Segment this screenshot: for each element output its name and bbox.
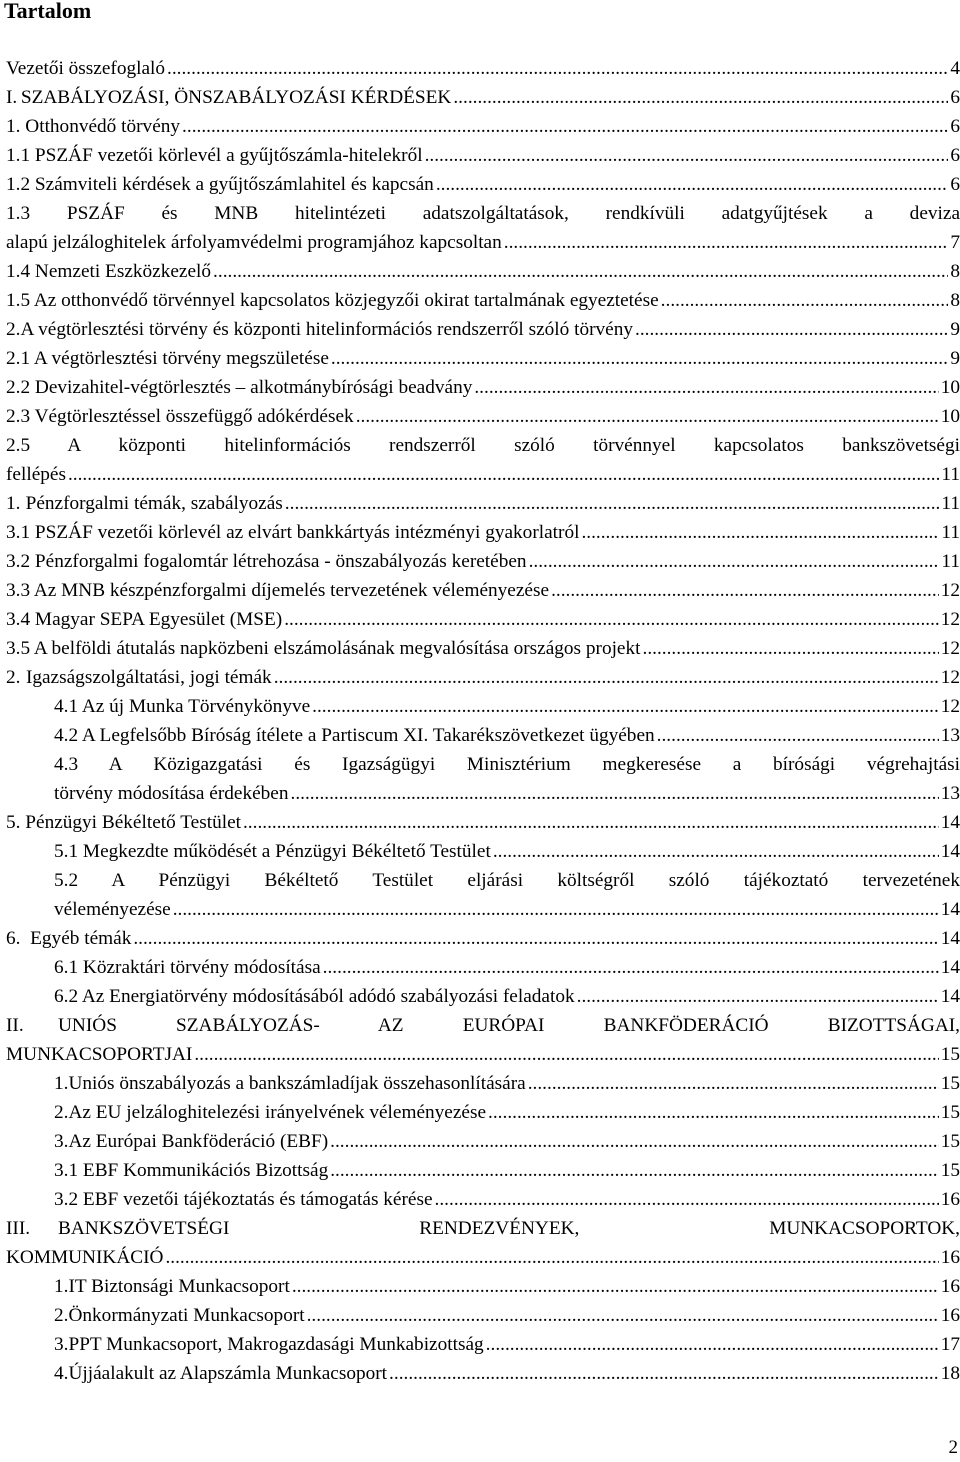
toc-leader-dots xyxy=(389,1359,939,1388)
toc-entry-number: 4. xyxy=(54,1363,69,1384)
toc-entry-page: 12 xyxy=(940,609,960,630)
toc-leader-dots xyxy=(330,1156,939,1185)
toc-entry[interactable] xyxy=(6,518,960,547)
toc-entry-title-continued: fellépés xyxy=(6,464,66,485)
toc-leader-dots xyxy=(307,1301,939,1330)
toc-leader-dots xyxy=(292,1272,939,1301)
toc-entry-title: UNIÓS SZABÁLYOZÁS- AZ EURÓPAI BANKFÖDERÁCIÓ BIZOTTSÁGAI, xyxy=(58,1015,960,1036)
toc-leader-dots xyxy=(493,837,939,866)
toc-entry-number: 3. xyxy=(54,1334,69,1355)
toc-entry[interactable] xyxy=(6,953,960,982)
toc-entry[interactable] xyxy=(6,431,960,489)
toc-leader-dots xyxy=(435,1185,939,1214)
toc-entry-page: 9 xyxy=(950,319,960,340)
toc-entry-number: 1. xyxy=(54,1073,69,1094)
toc-entry[interactable] xyxy=(6,170,960,199)
toc-entry[interactable] xyxy=(6,837,960,866)
toc-entry[interactable] xyxy=(6,344,960,373)
toc-leader-dots xyxy=(284,605,939,634)
toc-leader-dots xyxy=(436,170,949,199)
toc-entry-title: 3.1 EBF Kommunikációs Bizottság xyxy=(54,1160,329,1181)
toc-entry-title-line1 xyxy=(6,199,960,228)
toc-entry-number: 2. xyxy=(6,319,21,340)
toc-entry-title: 5.1 Megkezdte működését a Pénzügyi Békéltető Testület xyxy=(54,841,491,862)
toc-entry[interactable] xyxy=(6,489,960,518)
toc-entry[interactable] xyxy=(6,721,960,750)
toc-leader-dots xyxy=(486,1330,939,1359)
toc-entry-page: 15 xyxy=(940,1044,960,1065)
toc-entry[interactable] xyxy=(6,808,960,837)
toc-entry-title: 2.3 Végtörlesztéssel összefüggő adókérdések xyxy=(6,406,354,427)
toc-entry-page: 11 xyxy=(941,464,960,485)
toc-leader-dots xyxy=(194,1040,938,1069)
toc-entry[interactable] xyxy=(6,141,960,170)
toc-leader-dots xyxy=(581,518,939,547)
toc-entry[interactable] xyxy=(6,402,960,431)
toc-entry-title: BANKSZÖVETSÉGI RENDEZVÉNYEK, MUNKACSOPORTOK, xyxy=(58,1218,960,1239)
toc-entry-page: 10 xyxy=(940,377,960,398)
toc-leader-dots xyxy=(167,54,948,83)
toc-leader-dots xyxy=(635,315,948,344)
toc-entry-title: Az Európai Bankföderáció (EBF) xyxy=(68,1131,329,1152)
toc-entry-page: 13 xyxy=(940,783,960,804)
toc-entry-title-line2 xyxy=(54,895,960,924)
toc-entry-title-line1 xyxy=(6,1214,960,1243)
toc-entry-page: 14 xyxy=(940,841,960,862)
toc-entry-title: 6.1 Közraktári törvény módosítása xyxy=(54,957,321,978)
toc-entry[interactable] xyxy=(6,257,960,286)
toc-entry-title: 3.3 Az MNB készpénzforgalmi díjemelés tervezetének véleményezése xyxy=(6,580,550,601)
toc-entry-title-line1 xyxy=(6,431,960,460)
toc-title: Tartalom xyxy=(4,0,92,23)
toc-entry-page: 15 xyxy=(940,1160,960,1181)
toc-entry-title: 4.1 Az új Munka Törvénykönyve xyxy=(54,696,311,717)
toc-entry[interactable] xyxy=(6,1272,960,1301)
toc-entry-page: 7 xyxy=(950,232,960,253)
toc-entry-title: Igazságszolgáltatási, jogi témák xyxy=(25,667,272,688)
toc-entry-title: 2.2 Devizahitel-végtörlesztés – alkotmánybírósági beadvány xyxy=(6,377,473,398)
toc-entry-title: 1.1 PSZÁF vezetői körlevél a gyűjtőszámla-hitelekről xyxy=(6,145,423,166)
toc-entry-page: 13 xyxy=(940,725,960,746)
toc-leader-dots xyxy=(528,1069,939,1098)
toc-entry-title: SZABÁLYOZÁSI, ÖNSZABÁLYOZÁSI KÉRDÉSEK xyxy=(20,87,452,108)
toc-entry-number: II. xyxy=(6,1015,24,1036)
toc-entry-number: 3. xyxy=(54,1131,69,1152)
toc-entry-page: 17 xyxy=(940,1334,960,1355)
toc-entry[interactable] xyxy=(6,982,960,1011)
toc-entry-number: III. xyxy=(6,1218,31,1239)
toc-entry-number: I. xyxy=(6,87,18,108)
toc-entry[interactable] xyxy=(6,1127,960,1156)
toc-entry-title: 1. Otthonvédő törvény xyxy=(6,116,181,137)
toc-entry[interactable] xyxy=(6,547,960,576)
toc-leader-dots xyxy=(643,634,939,663)
toc-entry-title: 4.2 A Legfelsőbb Bíróság ítélete a Partiscum XI. Takarékszövetkezet ügyében xyxy=(54,725,655,746)
toc-leader-dots xyxy=(356,402,939,431)
toc-entry[interactable] xyxy=(6,199,960,257)
toc-entry-title: Az EU jelzáloghitelezési irányelvének véleményezése xyxy=(68,1102,487,1123)
toc-entry[interactable] xyxy=(6,1359,960,1388)
toc-entry[interactable] xyxy=(6,315,960,344)
toc-entry-page: 6 xyxy=(950,174,960,195)
toc-leader-dots xyxy=(488,1098,939,1127)
toc-entry[interactable] xyxy=(6,286,960,315)
toc-entry[interactable] xyxy=(6,866,960,924)
toc-entry-number: 2. xyxy=(54,1102,69,1123)
toc-entry-title-continued: KOMMUNIKÁCIÓ xyxy=(6,1247,164,1268)
toc-entry-title: 6.2 Az Energiatörvény módosításából adódó szabályozási feladatok xyxy=(54,986,575,1007)
toc-entry-page: 6 xyxy=(950,87,960,108)
toc-leader-dots xyxy=(657,721,939,750)
toc-entry-title-line2 xyxy=(6,1040,960,1069)
toc-entry-page: 16 xyxy=(940,1305,960,1326)
toc-entry-title-line2 xyxy=(6,1243,960,1272)
toc-entry[interactable] xyxy=(6,1185,960,1214)
toc-entry[interactable] xyxy=(6,576,960,605)
toc-entry-title: 3.2 EBF vezetői tájékoztatás és támogatás kérése xyxy=(54,1189,433,1210)
toc-entry-title-line2 xyxy=(6,228,960,257)
toc-entry-title: IT Biztonsági Munkacsoport xyxy=(68,1276,290,1297)
toc-entry-page: 18 xyxy=(940,1363,960,1384)
toc-entry-title-line1 xyxy=(54,750,960,779)
toc-leader-dots xyxy=(453,83,948,112)
toc-entry-title: 5.2 A Pénzügyi Békéltető Testület eljárási költségről szóló tájékoztató tervezetének xyxy=(54,870,960,891)
toc-entry-title: Vezetői összefoglaló xyxy=(6,58,166,79)
toc-entry[interactable] xyxy=(6,692,960,721)
toc-entry-page: 8 xyxy=(950,261,960,282)
toc-entry-title: 3.4 Magyar SEPA Egyesület (MSE) xyxy=(6,609,283,630)
toc-entry-title: 2.5 A központi hitelinformációs rendszerről szóló törvénnyel kapcsolatos bankszövetségi xyxy=(6,435,960,456)
toc-entry-title: 1.3 PSZÁF és MNB hitelintézeti adatszolgáltatások, rendkívüli adatgyűjtések a deviza xyxy=(6,203,960,224)
toc-entry[interactable] xyxy=(6,750,960,808)
toc-entry-page: 6 xyxy=(950,116,960,137)
toc-leader-dots xyxy=(285,489,940,518)
toc-entry-title-continued: alapú jelzáloghitelek árfolyamvédelmi programjához kapcsoltan xyxy=(6,232,502,253)
toc-entry-page: 16 xyxy=(940,1276,960,1297)
toc-leader-dots xyxy=(331,344,948,373)
toc-leader-dots xyxy=(504,228,949,257)
toc-entry-page: 9 xyxy=(950,348,960,369)
toc-entry-title: A végtörlesztési törvény és központi hitelinformációs rendszerről szóló törvény xyxy=(20,319,634,340)
toc-entry-title: 2.1 A végtörlesztési törvény megszületése xyxy=(6,348,329,369)
toc-entry-page: 11 xyxy=(941,522,960,543)
toc-leader-dots xyxy=(551,576,939,605)
toc-entry-title-continued: véleményezése xyxy=(54,899,171,920)
toc-entry-title: 1.5 Az otthonvédő törvénnyel kapcsolatos közjegyzői okirat tartalmának egyeztetése xyxy=(6,290,659,311)
toc-leader-dots xyxy=(474,373,938,402)
toc-leader-dots xyxy=(577,982,939,1011)
toc-leader-dots xyxy=(243,808,939,837)
toc-entry-page: 12 xyxy=(940,580,960,601)
toc-entry-title: Egyéb témák xyxy=(30,928,132,949)
toc-entry-title: 3.1 PSZÁF vezetői körlevél az elvárt bankkártyás intézményi gyakorlatról xyxy=(6,522,580,543)
toc-leader-dots xyxy=(182,112,948,141)
toc-entry[interactable] xyxy=(6,924,960,953)
toc-entry[interactable] xyxy=(6,112,960,141)
toc-entry-title: Önkormányzati Munkacsoport xyxy=(68,1305,305,1326)
toc-entry-title-line2 xyxy=(54,779,960,808)
toc-leader-dots xyxy=(661,286,949,315)
toc-entry-page: 12 xyxy=(940,638,960,659)
toc-entry-title-line2 xyxy=(6,460,960,489)
toc-entry[interactable] xyxy=(6,54,960,83)
toc-entry-title-line1 xyxy=(6,1011,960,1040)
toc-leader-dots xyxy=(213,257,948,286)
toc-entry-title: 3.2 Pénzforgalmi fogalomtár létrehozása - önszabályozás keretében xyxy=(6,551,527,572)
toc-entry-title-line1 xyxy=(54,866,960,895)
toc-leader-dots xyxy=(529,547,940,576)
toc-entry-page: 16 xyxy=(940,1247,960,1268)
toc-entry-page: 12 xyxy=(940,667,960,688)
toc-entry[interactable] xyxy=(6,634,960,663)
toc-leader-dots xyxy=(330,1127,939,1156)
table-of-contents xyxy=(6,54,960,1388)
toc-entry-page: 10 xyxy=(940,406,960,427)
toc-leader-dots xyxy=(312,692,939,721)
toc-entry[interactable] xyxy=(6,1156,960,1185)
toc-entry-page: 11 xyxy=(941,493,960,514)
toc-entry-page: 11 xyxy=(941,551,960,572)
toc-leader-dots xyxy=(68,460,939,489)
toc-entry-page: 14 xyxy=(940,957,960,978)
toc-entry-number: 1. xyxy=(54,1276,69,1297)
toc-leader-dots xyxy=(133,924,938,953)
toc-entry-page: 4 xyxy=(950,58,960,79)
toc-entry[interactable] xyxy=(6,1301,960,1330)
toc-entry-title: Uniós önszabályozás a bankszámladíjak összehasonlítására xyxy=(68,1073,526,1094)
toc-leader-dots xyxy=(425,141,949,170)
toc-entry-number: 2. xyxy=(54,1305,69,1326)
toc-entry-page: 15 xyxy=(940,1102,960,1123)
toc-entry[interactable] xyxy=(6,373,960,402)
toc-entry-page: 14 xyxy=(940,928,960,949)
toc-entry-page: 14 xyxy=(940,986,960,1007)
toc-entry-page: 16 xyxy=(940,1189,960,1210)
toc-entry[interactable] xyxy=(6,663,960,692)
toc-entry[interactable] xyxy=(6,1069,960,1098)
toc-entry-title: 4.3 A Közigazgatási és Igazságügyi Minisztérium megkeresése a bírósági végrehajtási xyxy=(54,754,960,775)
toc-entry-title: Pénzforgalmi témák, szabályozás xyxy=(25,493,283,514)
toc-entry-title: Újjáalakult az Alapszámla Munkacsoport xyxy=(68,1363,388,1384)
toc-entry-title: 1.4 Nemzeti Eszközkezelő xyxy=(6,261,212,282)
toc-entry-page: 12 xyxy=(940,696,960,717)
toc-entry-page: 15 xyxy=(940,1131,960,1152)
toc-leader-dots xyxy=(274,663,939,692)
toc-leader-dots xyxy=(323,953,939,982)
toc-entry[interactable] xyxy=(6,1011,960,1069)
toc-entry-page: 14 xyxy=(940,899,960,920)
toc-entry-page: 8 xyxy=(950,290,960,311)
toc-entry[interactable] xyxy=(6,1330,960,1359)
toc-entry-page: 15 xyxy=(940,1073,960,1094)
toc-entry[interactable] xyxy=(6,1098,960,1127)
toc-entry-title-continued: törvény módosítása érdekében xyxy=(54,783,289,804)
toc-entry-title: PPT Munkacsoport, Makrogazdasági Munkabizottság xyxy=(68,1334,484,1355)
toc-entry-title-continued: MUNKACSOPORTJAI xyxy=(6,1044,193,1065)
toc-leader-dots xyxy=(173,895,939,924)
toc-entry-number: 1. xyxy=(6,493,21,514)
toc-entry-number: 6. xyxy=(6,928,21,949)
toc-entry-title: 5. Pénzügyi Békéltető Testület xyxy=(6,812,241,833)
toc-leader-dots xyxy=(291,779,939,808)
toc-entry[interactable] xyxy=(6,83,960,112)
toc-entry-page: 6 xyxy=(950,145,960,166)
toc-leader-dots xyxy=(165,1243,938,1272)
toc-entry[interactable] xyxy=(6,1214,960,1272)
page-number: 2 xyxy=(948,1437,958,1458)
toc-entry-title: 1.2 Számviteli kérdések a gyűjtőszámlahitel és kapcsán xyxy=(6,174,434,195)
toc-entry-page: 14 xyxy=(940,812,960,833)
toc-entry-number: 2. xyxy=(6,667,21,688)
toc-entry[interactable] xyxy=(6,605,960,634)
toc-entry-title: 3.5 A belföldi átutalás napközbeni elszámolásának megvalósítása országos projekt xyxy=(6,638,641,659)
